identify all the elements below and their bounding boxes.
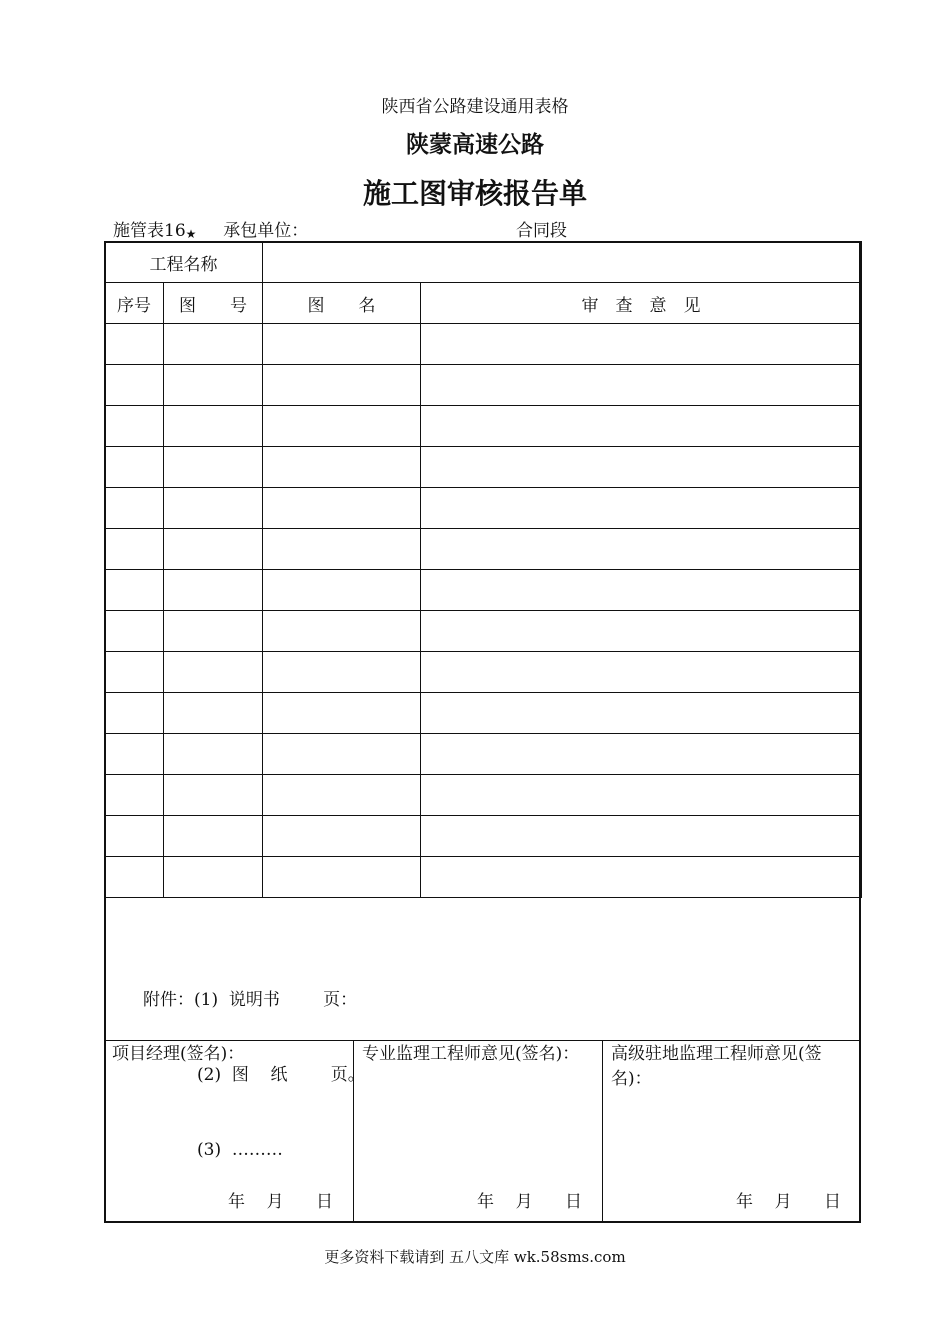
cell-seq[interactable] (105, 734, 164, 775)
contract-section-label: 合同段 (516, 221, 567, 241)
senior-signature-label: 高级驻地监理工程师意见(签名)： (611, 1044, 822, 1089)
cell-drawing-no[interactable] (164, 488, 263, 529)
cell-seq[interactable] (105, 406, 164, 447)
specialist-signature-box[interactable] (354, 1040, 603, 1221)
cell-review-opinion[interactable] (421, 324, 862, 365)
col-header-drawing-no: 图 号 (164, 283, 263, 324)
attachment-line-3: (3) ……… (143, 1140, 283, 1160)
cell-review-opinion[interactable] (421, 816, 862, 857)
table-row (105, 529, 862, 570)
cell-drawing-name[interactable] (263, 693, 421, 734)
cell-seq[interactable] (105, 611, 164, 652)
cell-drawing-no[interactable] (164, 324, 263, 365)
cell-review-opinion[interactable] (421, 447, 862, 488)
cell-drawing-name[interactable] (263, 324, 421, 365)
table-row (105, 816, 862, 857)
contractor-label: 承包单位： (223, 221, 309, 241)
cell-drawing-no[interactable] (164, 406, 263, 447)
col-header-drawing-name: 图 名 (263, 283, 421, 324)
specialist-signature-label: 专业监理工程师意见(签名)： (362, 1044, 580, 1064)
table-row (105, 488, 862, 529)
cell-drawing-name[interactable] (263, 529, 421, 570)
cell-review-opinion[interactable] (421, 857, 862, 898)
cell-drawing-no[interactable] (164, 365, 263, 406)
cell-review-opinion[interactable] (421, 611, 862, 652)
table-row (105, 447, 862, 488)
table-row (105, 611, 862, 652)
signature-row (104, 1040, 861, 1221)
cell-seq[interactable] (105, 693, 164, 734)
cell-seq[interactable] (105, 775, 164, 816)
cell-drawing-name[interactable] (263, 365, 421, 406)
cell-seq[interactable] (105, 857, 164, 898)
cell-drawing-name[interactable] (263, 857, 421, 898)
attachment-line-1: 附件：(1) 说明书 页： (143, 990, 358, 1010)
pm-signature-date: 年 月 日 (227, 1192, 333, 1212)
pm-signature-box[interactable] (104, 1040, 354, 1221)
province-form-line: 陕西省公路建设通用表格 (381, 97, 569, 117)
cell-review-opinion[interactable] (421, 488, 862, 529)
project-name-row (105, 242, 862, 283)
cell-review-opinion[interactable] (421, 406, 862, 447)
cell-drawing-no[interactable] (164, 857, 263, 898)
cell-review-opinion[interactable] (421, 652, 862, 693)
cell-seq[interactable] (105, 529, 164, 570)
cell-seq[interactable] (105, 652, 164, 693)
table-row (105, 775, 862, 816)
cell-drawing-name[interactable] (263, 570, 421, 611)
attachment-line-2: (2) 图 纸 页。 (143, 1065, 365, 1085)
cell-drawing-name[interactable] (263, 816, 421, 857)
cell-drawing-name[interactable] (263, 406, 421, 447)
drawing-review-table (104, 241, 862, 898)
form-code-line (113, 216, 308, 241)
cell-drawing-name[interactable] (263, 734, 421, 775)
cell-drawing-name[interactable] (263, 652, 421, 693)
project-name: 陕蒙高速公路 (406, 132, 544, 158)
cell-drawing-name[interactable] (263, 775, 421, 816)
table-row (105, 324, 862, 365)
table-row (105, 857, 862, 898)
cell-drawing-name[interactable] (263, 447, 421, 488)
table-row (105, 734, 862, 775)
cell-drawing-no[interactable] (164, 816, 263, 857)
cell-seq[interactable] (105, 570, 164, 611)
form-title: 施工图审核报告单 (362, 177, 587, 210)
table-row (105, 406, 862, 447)
cell-drawing-no[interactable] (164, 570, 263, 611)
cell-drawing-no[interactable] (164, 734, 263, 775)
table-row (105, 693, 862, 734)
pm-signature-label: 项目经理(签名)： (112, 1044, 245, 1064)
specialist-signature-date: 年 月 日 (476, 1192, 582, 1212)
cell-seq[interactable] (105, 365, 164, 406)
col-header-review-opinion: 审 查 意 见 (421, 283, 862, 324)
cell-drawing-no[interactable] (164, 611, 263, 652)
col-header-seq: 序号 (105, 283, 164, 324)
cell-review-opinion[interactable] (421, 693, 862, 734)
senior-signature-date: 年 月 日 (735, 1192, 841, 1212)
cell-seq[interactable] (105, 324, 164, 365)
cell-drawing-no[interactable] (164, 775, 263, 816)
form-code: 施管表16 (113, 221, 186, 241)
cell-review-opinion[interactable] (421, 529, 862, 570)
senior-signature-box[interactable] (603, 1040, 861, 1221)
cell-drawing-name[interactable] (263, 488, 421, 529)
cell-seq[interactable] (105, 816, 164, 857)
cell-drawing-no[interactable] (164, 693, 263, 734)
cell-review-opinion[interactable] (421, 775, 862, 816)
column-header-row (105, 283, 862, 324)
table-row (105, 652, 862, 693)
cell-drawing-no[interactable] (164, 652, 263, 693)
project-name-label: 工程名称 (105, 242, 263, 283)
cell-review-opinion[interactable] (421, 734, 862, 775)
cell-drawing-no[interactable] (164, 529, 263, 570)
cell-drawing-no[interactable] (164, 447, 263, 488)
cell-drawing-name[interactable] (263, 611, 421, 652)
cell-seq[interactable] (105, 447, 164, 488)
table-row (105, 365, 862, 406)
star-icon: ★ (185, 227, 197, 241)
project-name-value[interactable] (263, 242, 862, 283)
cell-review-opinion[interactable] (421, 365, 862, 406)
cell-review-opinion[interactable] (421, 570, 862, 611)
table-row (105, 570, 862, 611)
footer-text: 更多资料下载请到 五八文库 wk.58sms.com (324, 1248, 626, 1266)
cell-seq[interactable] (105, 488, 164, 529)
